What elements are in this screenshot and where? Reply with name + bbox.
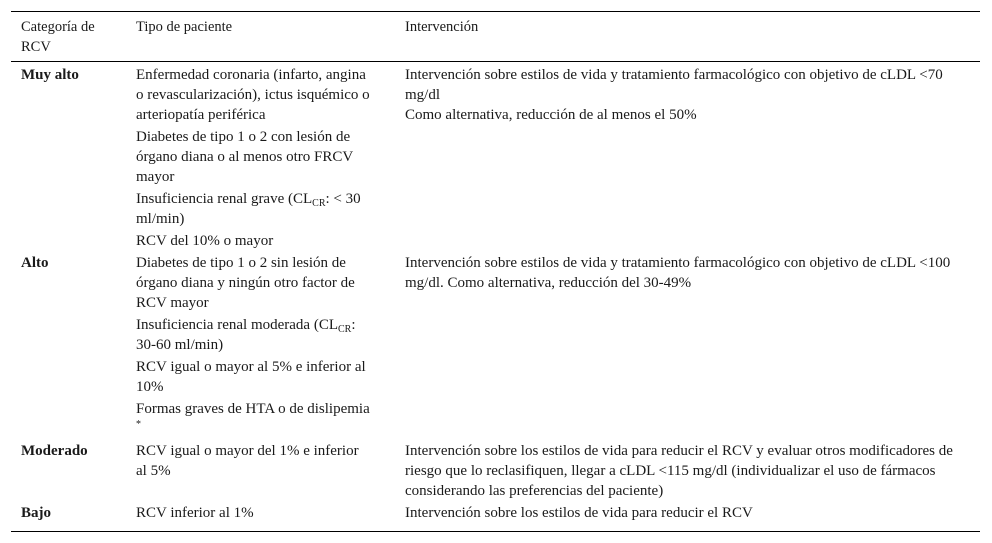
intervention-cell-bajo (405, 503, 965, 523)
patient-item: Insuficiencia renal grave ($CL_{CR}$: < 30 ml/min) (136, 191, 361, 227)
header-patient-type: Tipo de paciente (136, 19, 233, 35)
header-intervention: Intervención (405, 19, 479, 35)
intervention-text: Como alternativa, reducción de al menos el 50% (405, 107, 697, 123)
intervention-text: Intervención sobre los estilos de vida para reducir el RCV (405, 505, 753, 521)
patient-cell-bajo (136, 503, 371, 525)
patient-item: Diabetes de tipo 1 o 2 sin lesión de órgano diana y ningún otro factor de RCV mayor (136, 255, 355, 311)
patient-item: Insuficiencia renal moderada ($CL_{CR}$: 30-60 ml/min) (136, 317, 356, 353)
patient-item: Formas graves de HTA o de dislipemia * (136, 401, 370, 430)
category-moderado: Moderado (21, 443, 88, 459)
header-rule (11, 61, 980, 62)
patient-item: Diabetes de tipo 1 o 2 con lesión de órgano diana o al menos otro FRCV mayor (136, 129, 353, 185)
patient-item: RCV igual o mayor del 1% e inferior al 5% (136, 443, 359, 479)
intervention-cell-muy-alto (405, 65, 965, 125)
patient-item: RCV inferior al 1% (136, 505, 254, 521)
patient-cell-alto (136, 253, 371, 441)
category-alto: Alto (21, 255, 49, 271)
header-category: Categoría de RCV (21, 19, 95, 55)
patient-cell-moderado (136, 441, 371, 483)
patient-item: RCV igual o mayor al 5% e inferior al 10% (136, 359, 366, 395)
footnote-mark: * (136, 419, 141, 430)
category-bajo: Bajo (21, 505, 51, 521)
table-top-rule (11, 11, 980, 12)
intervention-text: Intervención sobre los estilos de vida para reducir el RCV y evaluar otros modificadores de riesgo que lo reclasifiquen, llegar a cLDL <115 mg/dl (individualizar el uso de fármacos considerando las preferencias del paciente) (405, 443, 953, 499)
patient-item: RCV del 10% o mayor (136, 233, 274, 249)
patient-cell-muy-alto (136, 65, 371, 253)
category-muy-alto: Muy alto (21, 67, 79, 83)
table-bottom-rule (11, 531, 980, 532)
patient-item: Enfermedad coronaria (infarto, angina o revascularización), ictus isquémico o arteriopatía periférica (136, 67, 370, 123)
intervention-text: Intervención sobre estilos de vida y tratamiento farmacológico con objetivo de cLDL <100 mg/dl. Como alternativa, reducción del 30-49% (405, 255, 951, 291)
intervention-cell-moderado (405, 441, 965, 501)
intervention-cell-alto (405, 253, 965, 293)
intervention-text: Intervención sobre estilos de vida y tratamiento farmacológico con objetivo de cLDL <70 mg/dl (405, 67, 943, 103)
